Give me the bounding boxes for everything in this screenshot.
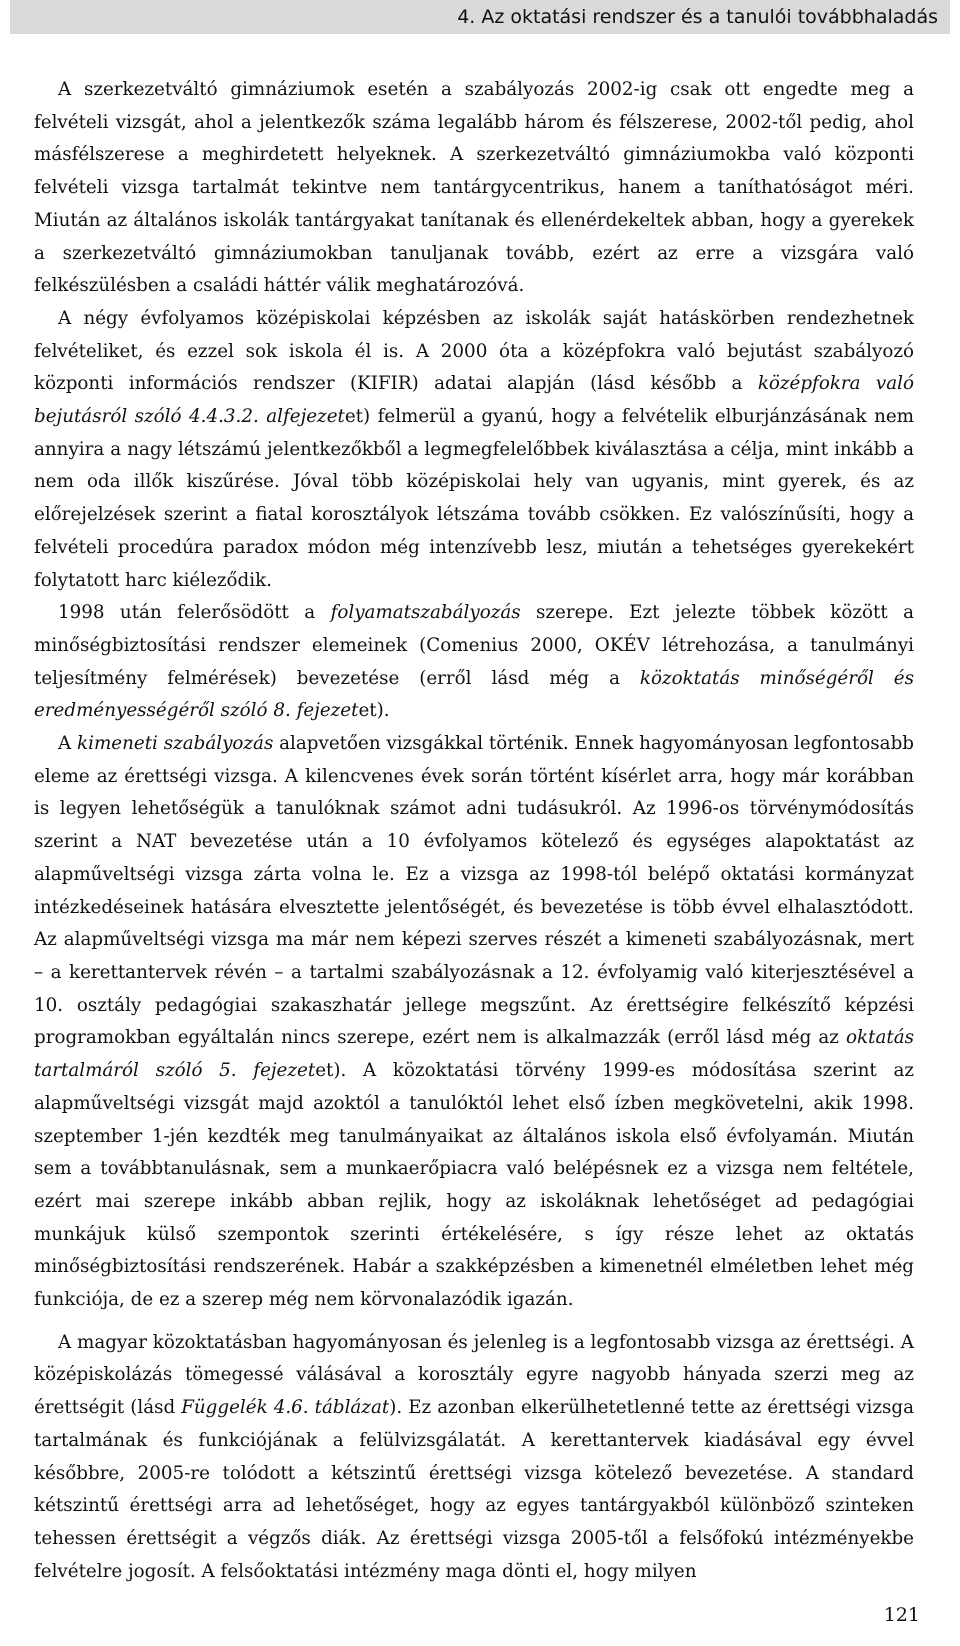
paragraph-4-text-b: alapvetően vizsgákkal történik. Ennek hagyományosan legfontosabb eleme az érettségi vizsga. A kilencvenes évek során történt kísérlet arra, hogy már korábban is legyen lehetőségük a tanulóknak számot adni tudásukról. Az 1996-os törvénymódosítás szerint a NAT bevezetése után a 10 évfolyamos kötelező és egységes alapoktatást az alapműveltségi vizsga zárta volna le. Ez a vizsga az 1998-tól belépő oktatási kormányzat intézkedéseinek hatására elvesztette jelentőségét, és bevezetése is több évvel elhalasztódott. Az alapműveltségi vizsga ma már nem képezi szerves részét a kimeneti szabályozásnak, mert – a kerettantervek révén – a tartalmi szabályozásnak a 12. évfolyamig való kiterjesztésével a 10. osztály pedagógiai szakaszhatár jellege megszűnt. Az érettségire felkészítő képzési programokban egyáltalán nincs szerepe, ezért nem is alkalmazzák (erről lásd még az [34,733,914,1049]
paragraph-4 [34,728,914,1317]
paragraph-4-term: kimeneti szabályozás [77,733,274,755]
paragraph-5-reference: Függelék 4.6. táblázat [181,1397,390,1419]
paragraph-5-text-b: ). Ez azonban elkerülhetetlenné tette az érettségi vizsga tartalmának és funkciójának a felülvizsgálatát. A kerettantervek kiadásával egy évvel későbbre, 2005-re tolódott a kétszintű érettségi vizsga kötelező bevezetése. A standard kétszintű érettségi arra ad lehetőséget, hogy az egyes tantárgyakból különböző szinteken tehessen érettségit a végzős diák. Az érettségi vizsga 2005-től a felsőfokú intézményekbe felvételre jogosít. A felsőoktatási intézmény maga dönti el, hogy milyen [34,1397,914,1582]
paragraph-4-text-c: et). A közoktatási törvény 1999-es módosítása szerint az alapműveltségi vizsgát majd azoktól a tanulóktól lehet első ízben megkövetelni, akik 1998. szeptember 1-jén kezdték meg tanulmányaikat az általános iskola első évfolyamán. Miután sem a továbbtanulásnak, sem a munkaerőpiacra való belépésnek ez a vizsga nem feltétele, ezért mai szerepe inkább abban rejlik, hogy az iskoláknak lehetőséget ad pedagógiai munkájuk külső szempontok szerinti értékelésére, s így része lehet az oktatás minőségbiztosítási rendszerének. Habár a szakképzésben a kimenetnél elméletben lehet még funkciója, de ez a szerep még nem körvonalazódik igazán. [34,1060,915,1311]
paragraph-2 [34,303,914,597]
paragraph-2-reference: középfokra való bejutásról szóló 4.4.3.2. alfejezet [34,373,914,428]
paragraph-2-text-a: A négy évfolyamos középiskolai képzésben az iskolák saját hatáskörben rendezhetnek felvételiket, és ezzel sok iskola él is. A 2000 óta a középfokra való bejutást szabályozó központi információs rendszer (KIFIR) adatai alapján (lásd később a [34,307,914,395]
paragraph-3-text-a: 1998 után felerősödött a [58,602,331,624]
paragraph-3 [34,597,914,728]
running-header [10,0,950,34]
paragraph-2-text-b: et) felmerül a gyanú, hogy a felvételik elburjánzásának nem annyira a nagy létszámú jelentkezőkből a legmegfelelőbbek kiválasztása a célja, mint inkább a nem oda illők kiszűrése. Jóval több középiskolai hely van ugyanis, mint gyerek, és az előrejelzések szerint a fiatal korosztályok létszáma tovább csökken. Ez valószínűsíti, hogy a felvételi procedúra paradox módon még intenzívebb lesz, miután a tehetséges gyerekekért folytatott harc kiéleződik. [34,406,914,591]
paragraph-3-reference: közoktatás minőségéről és eredményességéről szóló 8. fejezet [34,667,914,722]
chapter-title: 4. Az oktatási rendszer és a tanulói továbbhaladás [457,6,938,28]
paragraph-1 [34,74,914,303]
paragraph-5 [34,1327,914,1589]
paragraph-5-text-a: A magyar közoktatásban hagyományosan és jelenleg is a legfontosabb vizsga az érettségi. A középiskolázás tömegessé válásával a korosztály egyre nagyobb hányada szerzi meg az érettségit (lásd [34,1331,914,1419]
paragraph-3-text-b: szerepe. Ezt jelezte többek között a minőségbiztosítási rendszer elemeinek (Comenius 2000, OKÉV létrehozása, a tanulmányi teljesítmény felmérések) bevezetése (erről lásd még a [34,602,914,689]
paragraph-4-text-a: A [58,733,78,755]
paragraph-3-text-c: et). [358,700,390,722]
paragraph-4-reference: oktatás tartalmáról szóló 5. fejezet [34,1027,914,1082]
page-number: 121 [883,1604,920,1626]
body-text [34,74,914,1588]
paragraph-1-text: A szerkezetváltó gimnáziumok esetén a szabályozás 2002-ig csak ott engedte meg a felvételi vizsgát, ahol a jelentkezők száma legalább három és félszerese, 2002-től pedig, ahol másfélszerese a meghirdetett helyeknek. A szerkezetváltó gimnáziumokba való központi felvételi vizsga tartalmát tekintve nem tantárgycentrikus, hanem a taníthatóságot méri. Miután az általános iskolák tantárgyakat tanítanak és ellenérdekeltek abban, hogy a gyerekek a szerkezetváltó gimnáziumokban tanuljanak tovább, ezért az erre a vizsgára való felkészülésben a családi háttér válik meghatározóvá. [34,79,914,297]
paragraph-3-term: folyamatszabályozás [330,602,521,624]
